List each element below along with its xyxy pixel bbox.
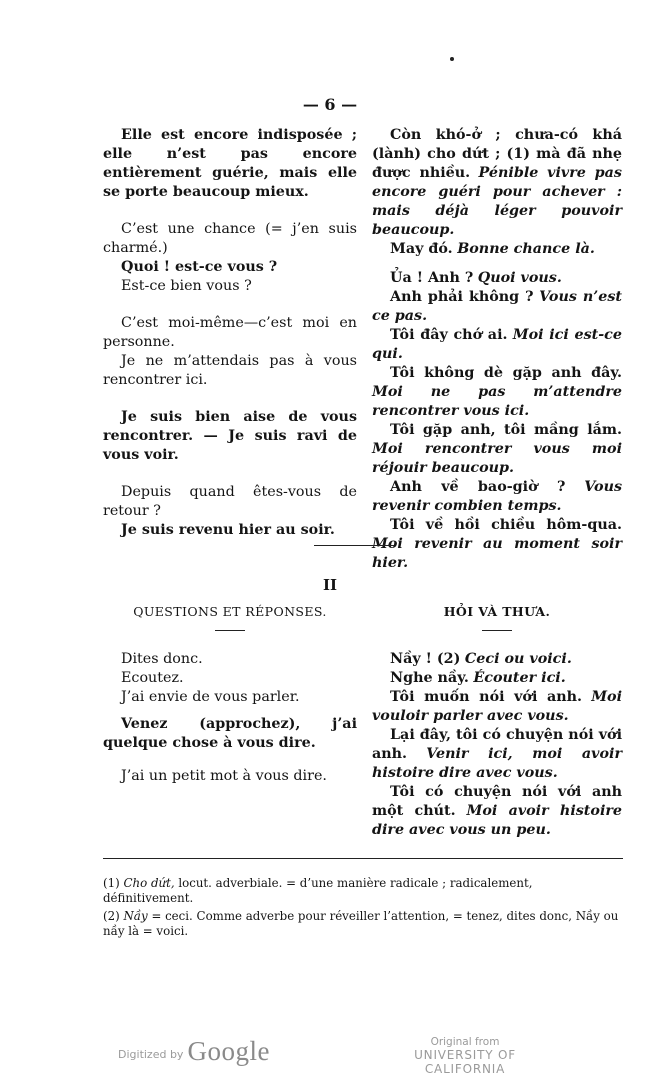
section-divider [314, 545, 394, 546]
literal-text: Moi revenir au moment soir hier. [372, 536, 622, 571]
viet-text: Anh về bao-giờ ? [390, 479, 566, 495]
viet-text: Nghe nầy. [390, 670, 469, 686]
viet-text: Tôi đây chớ ai. [390, 327, 508, 343]
viet-entry [372, 421, 622, 478]
viet-text: Tôi có chuyện nói với anh một chút. [372, 784, 622, 819]
viet-text: Tôi không dè gặp anh đây. [390, 365, 622, 381]
french-line: C’est moi-même—c’est moi en personne. [103, 315, 357, 350]
university-label: UNIVERSITY OF CALIFORNIA [414, 1048, 516, 1076]
viet-text: Tôi về hồi chiều hôm-qua. [390, 517, 622, 533]
speck-mark [450, 57, 454, 61]
viet-text: Lại đây, tôi có chuyện nói với anh. [372, 727, 622, 762]
french-line: C’est une chance (= j’en suis charmé.) [103, 221, 357, 256]
dialogue-french-column [103, 126, 357, 540]
viet-entry [372, 288, 622, 326]
french-line: J’ai envie de vous parler. [121, 689, 300, 705]
footnote-term: Cho dứt, [123, 876, 175, 890]
viet-text: May đó. [390, 241, 453, 257]
viet-text: Anh phải không ? [390, 289, 534, 305]
viet-entry [372, 516, 622, 573]
footnote-mark: (1) [103, 876, 120, 890]
viet-entry [372, 650, 622, 669]
footnote-mark: (2) [103, 909, 120, 923]
digitized-by [118, 1036, 270, 1067]
literal-text: Ceci ou voici. [464, 651, 572, 667]
viet-entry [372, 478, 622, 516]
literal-text: Moi avoir histoire dire avec vous un peu. [372, 803, 623, 838]
literal-text: Venir ici, moi avoir histoire dire avec vous. [372, 746, 622, 781]
footnote-1 [103, 876, 623, 906]
literal-text: Écouter ici. [473, 670, 566, 686]
viet-entry [372, 726, 622, 783]
viet-entry [372, 783, 622, 840]
viet-text: Tôi muốn nói với anh. [390, 689, 583, 705]
left-heading-rule [215, 630, 245, 631]
viet-text: Còn khó-ở ; chưa-có khá (lành) cho dứt ; (1) mà đã nhẹ được nhiều. [372, 127, 622, 181]
footnote-text: locut. adverbiale. = d’une manière radicale ; radicalement, définitivement. [103, 876, 533, 905]
viet-text: Nầy ! (2) [390, 651, 461, 667]
literal-text: Quoi vous. [477, 270, 562, 286]
french-line: Je suis revenu hier au soir. [121, 522, 335, 538]
french-line: Dites donc. [121, 651, 203, 667]
literal-text: Pénible vivre pas encore guéri pour achever : mais déjà léger pouvoir beaucoup. [372, 165, 622, 238]
viet-entry [372, 688, 622, 726]
right-heading: HỎI VÀ THƯA. [443, 604, 551, 619]
original-from [380, 1036, 550, 1076]
page-number: — 6 — [302, 95, 358, 114]
french-line: Depuis quand êtes-vous de retour ? [103, 484, 357, 519]
french-line: Ecoutez. [121, 670, 184, 686]
dialogue-vietnamese-column [372, 126, 622, 573]
viet-entry [372, 364, 622, 421]
footnote-rule [103, 858, 623, 859]
section-vietnamese-column [372, 650, 622, 840]
french-line: Est-ce bien vous ? [121, 278, 252, 294]
footnote-2 [103, 909, 623, 939]
viet-text: Ủa ! Anh ? [390, 270, 474, 286]
footnote-text: = ceci. Comme adverbe pour réveiller l’attention, = tenez, dites donc, Nầy ou nầy là = voici. [103, 909, 619, 938]
french-line: J’ai un petit mot à vous dire. [121, 768, 327, 784]
french-line: Elle est encore indisposée ; elle n’est pas encore entièrement guérie, mais elle se porte beaucoup mieux. [103, 127, 357, 200]
viet-entry [372, 669, 622, 688]
literal-text: Moi ne pas m’attendre rencontrer vous ici. [372, 384, 622, 419]
left-heading: QUESTIONS ET RÉPONSES. [133, 604, 327, 619]
literal-text: Moi rencontrer vous moi réjouir beaucoup. [372, 441, 622, 476]
literal-text: Vous n’est ce pas. [372, 289, 622, 324]
section-french-column [103, 650, 357, 786]
right-heading-rule [482, 630, 512, 631]
google-logo: Google [187, 1036, 270, 1066]
viet-entry [372, 326, 622, 364]
section-number: II [322, 576, 338, 594]
literal-text: Moi ici est-ce qui. [372, 327, 622, 362]
literal-text: Bonne chance là. [457, 241, 595, 257]
footnote-term: Nầy [123, 909, 148, 923]
viet-entry [372, 126, 622, 240]
viet-text: Tôi gặp anh, tôi mầng lắm. [390, 422, 622, 438]
original-label: Original from [430, 1036, 500, 1048]
viet-entry [372, 269, 622, 288]
french-line: Quoi ! est-ce vous ? [121, 259, 278, 275]
french-line: Venez (approchez), j’ai quelque chose à vous dire. [103, 716, 357, 751]
french-line: Je ne m’attendais pas à vous rencontrer ici. [103, 353, 357, 388]
literal-text: Vous revenir combien temps. [372, 479, 623, 514]
viet-entry [372, 240, 622, 259]
french-line: Je suis bien aise de vous rencontrer. — Je suis ravi de vous voir. [103, 409, 357, 463]
digitized-label: Digitized by [118, 1048, 184, 1061]
literal-text: Moi vouloir parler avec vous. [372, 689, 622, 724]
